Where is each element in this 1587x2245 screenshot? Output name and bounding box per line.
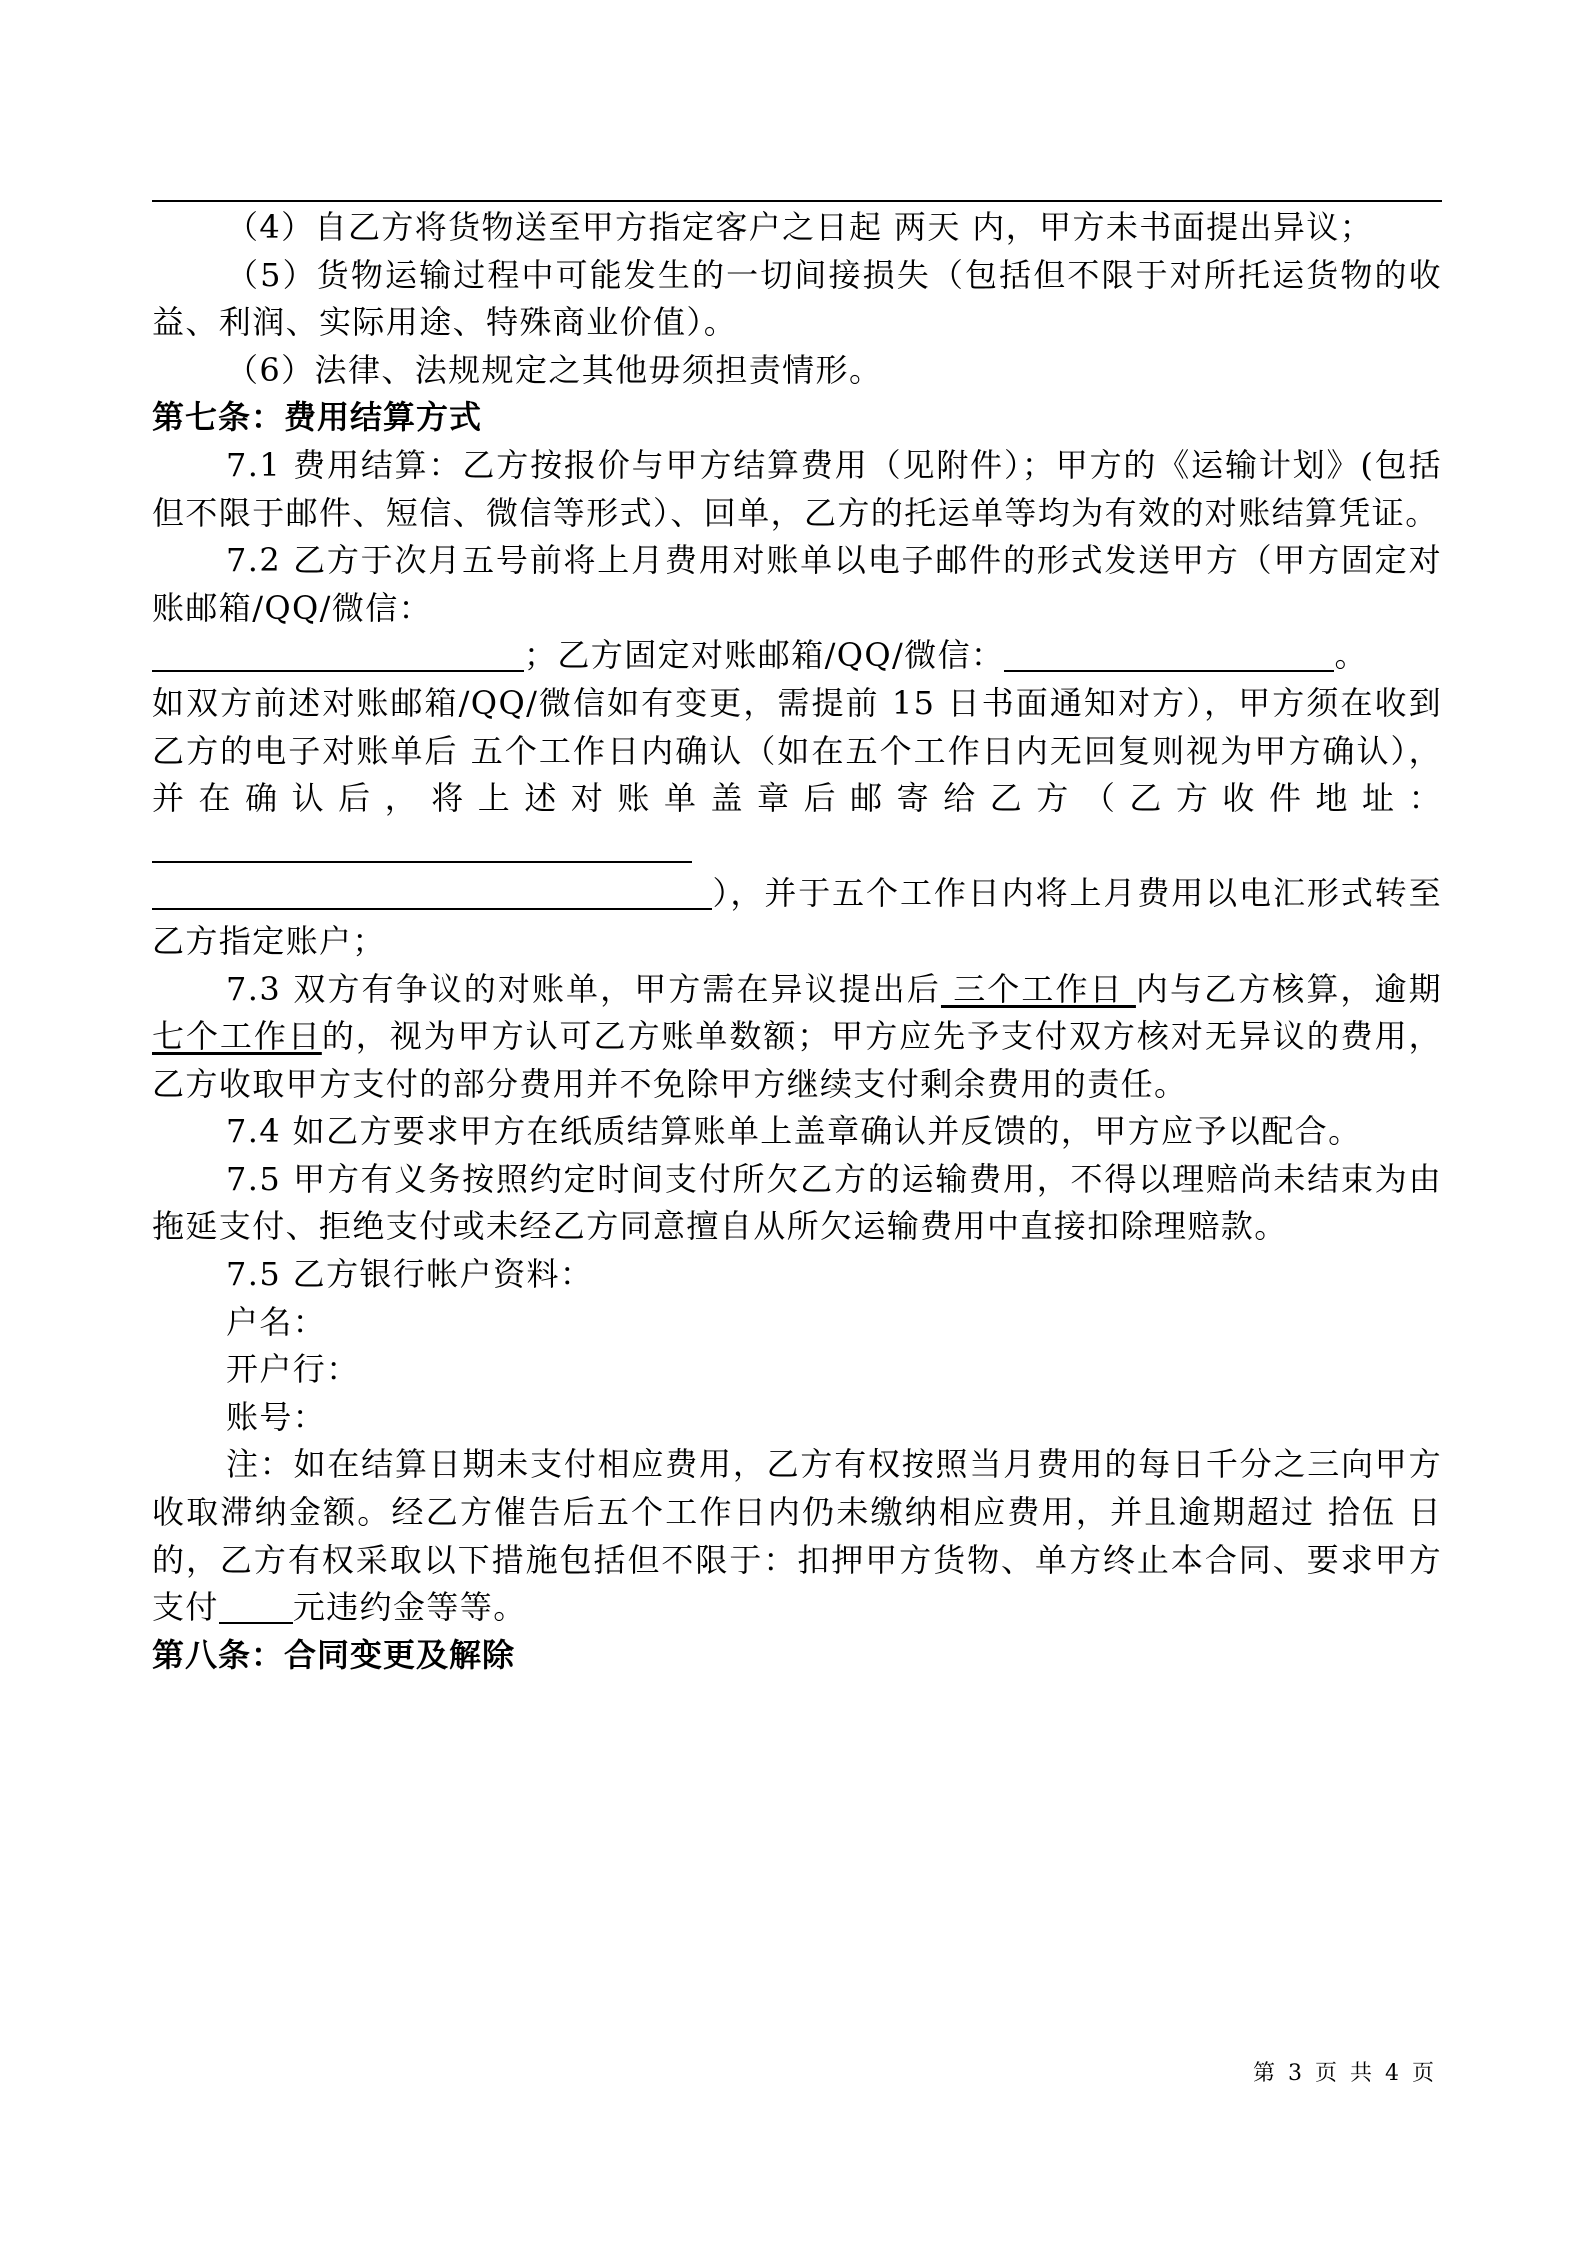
clause8-heading: 第八条：合同变更及解除 [152, 1635, 516, 1674]
header-rule [152, 200, 1442, 202]
para-7-3-text-c: 的，视为甲方认可乙方账单数额；甲方应先予支付双方核对无异议的费用，乙方收取甲方支付的部分费用并不免除甲方继续支付剩余费用的责任。 [152, 1017, 1442, 1103]
contract-page-body [152, 204, 1442, 1679]
para-7-2-text-d: 如双方前述对账邮箱/QQ/微信如有变更，需提前 15 日书面通知对方），甲方须在收到乙方的电子对账单后 五个工作日内确认（如在五个工作日内无回复则视为甲方确认），并在确认后，将上述对账单盖章后邮寄给乙方（乙方收件地址： [152, 683, 1442, 818]
clause7-para-7-2 [152, 537, 1442, 632]
para-7-2-text-b: ；乙方固定对账邮箱/QQ/微信： [524, 636, 1005, 675]
para-7-2-text-a: 7.2 乙方于次月五号前将上月费用对账单以电子邮件的形式发送甲方（甲方固定对账邮箱/QQ/微信： [152, 541, 1442, 627]
party-b-email-blank[interactable] [1004, 636, 1334, 672]
party-a-email-blank[interactable] [152, 636, 524, 672]
clause7-heading: 第七条：费用结算方式 [152, 398, 483, 437]
note-text-a: 注：如在结算日期未支付相应费用，乙方有权按照当月费用的每日千分之三向甲方收取滞纳金额。经乙方催告后五个工作日内仍未缴纳相应费用，并且逾期超过 拾伍 日的，乙方有权采取以下措施包括但不限于：扣押甲方货物、单方终止本合同、要求甲方支付 [152, 1445, 1442, 1627]
page-number: 第 3 页 共 4 页 [1253, 2061, 1437, 2086]
late-fee-note [152, 1441, 1442, 1631]
party-b-address-blank-2[interactable] [152, 874, 712, 910]
bank-name-field: 开户行： [226, 1350, 360, 1389]
clause6-item4: （4）自乙方将货物送至甲方指定客户之日起 两天 内，甲方未书面提出异议； [226, 208, 1374, 246]
dispute-deadline-days: 三个工作日 [940, 969, 1136, 1008]
para-7-2-text-e: ），并于五个工作日内将上月费用以电汇形式转至乙方指定账户； [152, 874, 1442, 960]
clause7-para-7-3 [152, 966, 1442, 1109]
para-7-3-text-b: 内与乙方核算，逾期 [1135, 969, 1443, 1008]
para-7-3-text-a: 7.3 双方有争议的对账单，甲方需在异议提出后 [226, 969, 941, 1008]
para-7-2-text-c: 。 [1334, 636, 1368, 675]
overdue-days: 七个工作日 [152, 1017, 322, 1056]
clause6-item5: （5）货物运输过程中可能发生的一切间接损失（包括但不限于对所托运货物的收益、利润、实际用途、特殊商业价值）。 [152, 255, 1442, 342]
note-text-b: 元违约金等等。 [292, 1588, 527, 1627]
account-number-field: 账号： [226, 1397, 327, 1436]
penalty-amount-blank[interactable] [219, 1588, 293, 1624]
para-7-2-blank-line [152, 632, 1442, 680]
bank-info-heading: 7.5 乙方银行帐户资料： [226, 1255, 594, 1294]
clause7-para-7-4: 7.4 如乙方要求甲方在纸质结算账单上盖章确认并反馈的，甲方应予以配合。 [226, 1112, 1362, 1151]
account-name-field: 户名： [226, 1302, 327, 1341]
party-b-address-blank-1[interactable] [152, 827, 692, 863]
para-7-2-end [152, 870, 1442, 965]
clause6-item6: （6）法律、法规规定之其他毋须担责情形。 [226, 350, 883, 389]
clause7-para-7-1: 7.1 费用结算：乙方按报价与甲方结算费用（见附件）；甲方的《运输计划》(包括但不限于邮件、短信、微信等形式）、回单，乙方的托运单等均为有效的对账结算凭证。 [152, 445, 1442, 532]
clause7-para-7-5: 7.5 甲方有义务按照约定时间支付所欠乙方的运输费用，不得以理赔尚未结束为由拖延支付、拒绝支付或未经乙方同意擅自从所欠运输费用中直接扣除理赔款。 [152, 1159, 1442, 1246]
para-7-2-continued [152, 680, 1442, 870]
